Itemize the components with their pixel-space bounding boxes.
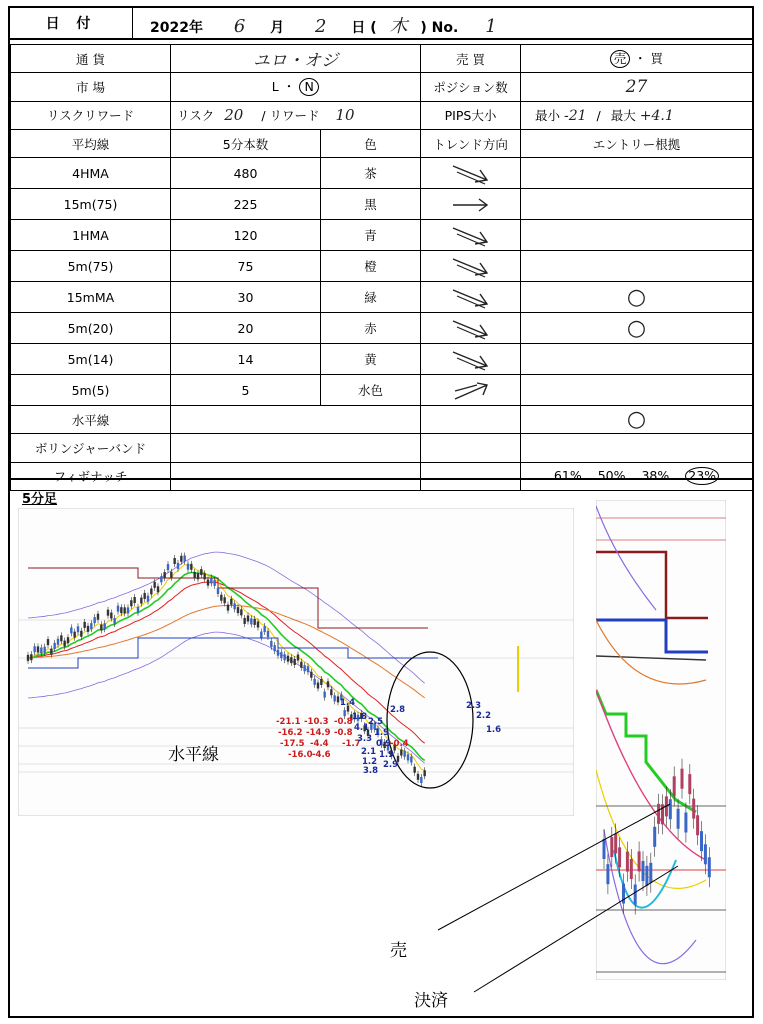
ma-trend — [421, 251, 521, 282]
candle-body — [190, 564, 192, 570]
candle-body — [233, 603, 235, 609]
bollinger-row — [11, 434, 753, 462]
candle-body — [160, 576, 162, 582]
candle-body — [127, 607, 129, 613]
candle-body — [90, 623, 92, 629]
candle-body — [213, 580, 215, 586]
zoom-candle-body — [704, 844, 707, 864]
sell-annotation: 売 — [390, 941, 407, 961]
candle-body — [93, 617, 95, 623]
fibo-levels — [521, 462, 753, 490]
zoom-candle-body — [673, 776, 676, 796]
day-value: 2 — [315, 16, 327, 37]
profit-label: 2.8 — [390, 705, 406, 715]
reward-label: / リワード — [261, 108, 320, 124]
candle-body — [140, 598, 142, 604]
pips-sep: / — [596, 108, 601, 124]
candle-body — [320, 679, 322, 685]
candle-body — [423, 770, 425, 776]
candle-body — [163, 572, 165, 578]
fibo-50: 50% — [597, 468, 626, 484]
ma-color: 赤 — [321, 313, 421, 344]
zoom-candle-body — [700, 831, 703, 851]
market-n: N — [299, 78, 319, 96]
bollinger-trend — [421, 434, 521, 462]
zoom-candle-body — [630, 859, 633, 879]
profit-label: 2.9 — [383, 760, 399, 770]
candle-body — [137, 607, 139, 613]
candle-body — [293, 659, 295, 665]
candle-body — [237, 607, 239, 613]
candle-body — [250, 618, 252, 624]
ma-header-entry: エントリー根拠 — [521, 129, 753, 157]
ma-rows — [11, 158, 753, 406]
loss-label: -1.7 — [342, 739, 361, 749]
risk-reward-value — [171, 101, 421, 129]
candle-body — [130, 600, 132, 606]
candle-body — [203, 573, 205, 579]
candle-body — [57, 639, 59, 645]
trend-arrow-icon — [447, 313, 495, 343]
candle-body — [253, 619, 255, 625]
ma-count: 5 — [171, 375, 321, 406]
pips-label: PIPS大小 — [421, 101, 521, 129]
loss-label: -10.3 — [304, 717, 329, 727]
ma-header-trend: トレンド方向 — [421, 129, 521, 157]
zoom-candle-body — [610, 837, 613, 857]
candle-body — [150, 588, 152, 594]
profit-label: 1.4 — [340, 698, 356, 708]
ma-trend — [421, 344, 521, 375]
bollinger-label: ボリンジャーバンド — [11, 434, 171, 462]
trend-arrow-icon — [447, 344, 495, 374]
profit-label: 4.1 — [354, 723, 370, 733]
trend-arrow-icon — [447, 375, 495, 405]
ma-row — [11, 158, 753, 189]
ma-header-label: 平均線 — [11, 129, 171, 157]
candle-body — [47, 639, 49, 645]
candle-body — [143, 593, 145, 599]
candle-body — [287, 656, 289, 662]
zoom-candle-body — [626, 852, 629, 872]
candle-body — [327, 681, 329, 687]
date-header — [10, 8, 752, 40]
ma-color: 茶 — [321, 158, 421, 189]
candle-body — [310, 672, 312, 678]
ma-color: 水色 — [321, 375, 421, 406]
candle-body — [187, 564, 189, 570]
max-label: 最大 — [610, 108, 636, 124]
candle-body — [420, 777, 422, 783]
ma-row — [11, 251, 753, 282]
ma-header-count: 5分本数 — [171, 129, 321, 157]
fibo-label: フィボナッチ — [11, 462, 171, 490]
candle-body — [257, 622, 259, 628]
horizontal-count — [171, 406, 421, 434]
zoom-candle-body — [634, 885, 637, 905]
currency-value: ユロ・オジ — [171, 45, 421, 73]
profit-label: 2.3 — [466, 701, 482, 711]
currency-row — [11, 45, 753, 73]
ma-count: 20 — [171, 313, 321, 344]
bollinger-count — [171, 434, 421, 462]
candle-body — [297, 655, 299, 661]
currency-label: 通 貨 — [11, 45, 171, 73]
candle-body — [403, 751, 405, 757]
month-value: 6 — [233, 16, 246, 37]
ma-name: 4HMA — [11, 158, 171, 189]
candle-body — [200, 569, 202, 575]
candle-body — [240, 609, 242, 615]
max-value: +4.1 — [639, 108, 674, 125]
trade-record-sheet — [8, 6, 754, 1018]
loss-label: -21.1 — [276, 717, 301, 727]
close-annotation: 決済 — [414, 991, 448, 1011]
ma-trend — [421, 313, 521, 344]
ma-name: 15m(75) — [11, 189, 171, 220]
candle-body — [263, 626, 265, 632]
ma-color: 緑 — [321, 282, 421, 313]
zoom-candle-body — [622, 884, 625, 904]
ma-name: 5m(14) — [11, 344, 171, 375]
ma-name: 5m(20) — [11, 313, 171, 344]
ma-entry — [521, 220, 753, 251]
ma-count: 14 — [171, 344, 321, 375]
horizontal-entry: ○ — [521, 406, 753, 434]
ma-entry — [521, 189, 753, 220]
fibo-23: 23% — [685, 467, 719, 485]
candle-body — [400, 750, 402, 756]
ma-row — [11, 282, 753, 313]
candle-body — [230, 599, 232, 605]
candle-body — [123, 607, 125, 613]
zoom-candle-body — [614, 834, 617, 854]
candle-body — [113, 618, 115, 624]
ma-color: 橙 — [321, 251, 421, 282]
ma-row — [11, 189, 753, 220]
ma-trend — [421, 189, 521, 220]
zoom-candle-body — [618, 847, 621, 867]
candle-body — [30, 654, 32, 660]
ma-header-color: 色 — [321, 129, 421, 157]
candle-body — [247, 616, 249, 622]
loss-label: -0.4 — [390, 739, 409, 749]
profit-label: 2.1 — [361, 747, 377, 757]
ma-entry — [521, 344, 753, 375]
number-label: ) No. — [420, 20, 459, 36]
candle-body — [180, 556, 182, 562]
candle-body — [110, 613, 112, 619]
candle-body — [223, 597, 225, 603]
fibo-count — [171, 462, 421, 490]
zoom-candle-body — [708, 857, 711, 877]
horizontal-trend — [421, 406, 521, 434]
candle-body — [413, 767, 415, 773]
candle-body — [100, 624, 102, 630]
horizontal-label: 水平線 — [11, 406, 171, 434]
candle-body — [33, 646, 35, 652]
candle-body — [267, 631, 269, 637]
market-value — [171, 73, 421, 101]
candle-body — [50, 649, 52, 655]
ma-color: 黄 — [321, 344, 421, 375]
zoom-candle-body — [603, 839, 606, 859]
candle-body — [43, 647, 45, 653]
ma-trend — [421, 158, 521, 189]
ma-row — [11, 375, 753, 406]
ma-count: 225 — [171, 189, 321, 220]
date-value — [150, 12, 497, 38]
candle-body — [333, 695, 335, 701]
ma-row — [11, 313, 753, 344]
zoom-candle-body — [657, 804, 660, 824]
loss-label: -0.8 — [334, 728, 353, 738]
zoom-candle-body — [696, 815, 699, 835]
market-row — [11, 73, 753, 101]
ma-row — [11, 344, 753, 375]
fibo-61: 61% — [553, 468, 582, 484]
profit-label: 2.2 — [476, 711, 492, 721]
sell-choice: 売 — [610, 50, 630, 68]
candle-body — [87, 626, 89, 632]
candle-body — [307, 666, 309, 672]
zoom-candle-body — [642, 861, 645, 881]
zoom-candle-body — [645, 866, 648, 886]
loss-label: -4.4 — [310, 739, 329, 749]
candle-body — [103, 623, 105, 629]
loss-label: -14.9 — [306, 728, 331, 738]
candle-body — [77, 626, 79, 632]
profit-label: 1.6 — [486, 725, 502, 735]
risk-label: リスク — [177, 108, 215, 124]
min-label: 最小 — [535, 108, 561, 124]
ma-header-row — [11, 129, 753, 157]
zoom-candle-body — [661, 804, 664, 824]
zoom-svg — [596, 500, 726, 980]
ma-name: 15mMA — [11, 282, 171, 313]
chart-background — [18, 508, 574, 816]
candle-body — [313, 679, 315, 685]
horizontal-line-label: 水平線 — [168, 745, 219, 765]
candle-body — [243, 618, 245, 624]
candle-body — [410, 756, 412, 762]
candle-body — [27, 655, 29, 661]
candle-body — [270, 641, 272, 647]
candle-body — [153, 582, 155, 588]
bollinger-entry — [521, 434, 753, 462]
chart-svg — [18, 508, 574, 816]
section-label: 5分足 — [22, 492, 58, 507]
profit-label: 1.2 — [362, 757, 378, 767]
candle-body — [323, 692, 325, 698]
side-value — [521, 45, 753, 73]
trend-arrow-icon — [447, 220, 495, 250]
ma-count: 480 — [171, 158, 321, 189]
candle-body — [60, 635, 62, 641]
zoom-candle-body — [653, 827, 656, 847]
zoom-candle-body — [684, 812, 687, 832]
risk-reward-label: リスクリワード — [11, 101, 171, 129]
five-minute-chart — [18, 508, 574, 816]
weekday-value: 木 — [389, 16, 408, 37]
section-divider — [10, 478, 752, 480]
ma-name: 5m(75) — [11, 251, 171, 282]
ma-entry: ○ — [521, 282, 753, 313]
risk-row — [11, 101, 753, 129]
side-label: 売 買 — [421, 45, 521, 73]
ma-count: 30 — [171, 282, 321, 313]
zoom-candle-body — [677, 809, 680, 829]
candle-body — [53, 643, 55, 649]
candle-body — [40, 648, 42, 654]
min-value: -21 — [564, 108, 587, 125]
candle-body — [260, 632, 262, 638]
candle-body — [63, 641, 65, 647]
month-unit: 月 — [270, 20, 285, 36]
candle-body — [147, 596, 149, 602]
ma-entry — [521, 158, 753, 189]
fibo-row — [11, 462, 753, 490]
ma-trend — [421, 220, 521, 251]
market-dot: ・ — [282, 79, 296, 95]
ma-trend — [421, 375, 521, 406]
ma-entry — [521, 375, 753, 406]
loss-label: -16.0 — [288, 750, 313, 760]
risk-value: 20 — [224, 106, 244, 125]
candle-body — [177, 563, 179, 569]
candle-body — [133, 597, 135, 603]
position-value: 27 — [521, 73, 753, 101]
loss-label: -4.6 — [312, 750, 331, 760]
zoom-candle-body — [669, 799, 672, 819]
candle-body — [290, 657, 292, 663]
candle-body — [80, 631, 82, 637]
candle-body — [120, 607, 122, 613]
candle-body — [317, 683, 319, 689]
pips-value — [521, 101, 753, 129]
ma-name: 1HMA — [11, 220, 171, 251]
market-label: 市 場 — [11, 73, 171, 101]
candle-body — [70, 627, 72, 633]
candle-body — [107, 610, 109, 616]
profit-label: 3.8 — [363, 766, 379, 776]
ma-entry — [521, 251, 753, 282]
loss-label: -17.5 — [280, 739, 305, 749]
candle-body — [197, 573, 199, 579]
fibo-38: 38% — [641, 468, 670, 484]
loss-label: -16.2 — [278, 728, 303, 738]
candle-body — [277, 650, 279, 656]
market-l: L — [271, 79, 279, 95]
candle-body — [303, 665, 305, 671]
zoom-candle-body — [688, 774, 691, 794]
position-label: ポジション数 — [421, 73, 521, 101]
zoom-candle-body — [681, 769, 684, 789]
candle-body — [273, 645, 275, 651]
profit-label: 2.5 — [368, 717, 384, 727]
profit-label: 1.9 — [379, 750, 395, 760]
candle-body — [343, 710, 345, 716]
candle-body — [37, 646, 39, 652]
candle-body — [217, 588, 219, 594]
zoom-candle-body — [638, 851, 641, 871]
candle-body — [210, 577, 212, 583]
date-label: 日 付 — [10, 8, 133, 38]
candle-body — [220, 595, 222, 601]
ma-count: 120 — [171, 220, 321, 251]
candle-body — [157, 586, 159, 592]
candle-body — [300, 662, 302, 668]
ma-trend — [421, 282, 521, 313]
candle-body — [73, 632, 75, 638]
profit-label: 1.8 — [352, 712, 368, 722]
zoom-candle-body — [606, 864, 609, 884]
candle-body — [83, 622, 85, 628]
candle-body — [330, 689, 332, 695]
candle-body — [67, 637, 69, 643]
loss-label: -0.8 — [334, 717, 353, 727]
candle-body — [173, 558, 175, 564]
day-unit: 日 ( — [351, 20, 377, 36]
zoom-candle-body — [649, 863, 652, 883]
year: 2022年 — [150, 20, 203, 36]
ma-row — [11, 220, 753, 251]
candle-body — [407, 754, 409, 760]
candle-body — [337, 696, 339, 702]
profit-label: 0.9 — [376, 739, 392, 749]
candle-body — [117, 606, 119, 612]
candle-body — [283, 654, 285, 660]
candle-body — [280, 652, 282, 658]
ma-entry: ○ — [521, 313, 753, 344]
candle-body — [417, 774, 419, 780]
number-value: 1 — [485, 16, 497, 37]
trend-arrow-icon — [447, 189, 495, 219]
candle-body — [97, 614, 99, 620]
candle-body — [183, 556, 185, 562]
trend-arrow-icon — [447, 158, 495, 188]
reward-value: 10 — [335, 106, 355, 125]
horizontal-row — [11, 406, 753, 434]
zoom-candle-body — [692, 799, 695, 819]
ma-color: 黒 — [321, 189, 421, 220]
profit-label: 1.9 — [374, 728, 390, 738]
candle-body — [170, 572, 172, 578]
ma-count: 75 — [171, 251, 321, 282]
candle-body — [227, 605, 229, 611]
candle-body — [207, 580, 209, 586]
ma-color: 青 — [321, 220, 421, 251]
trade-form-table — [10, 44, 753, 491]
trend-arrow-icon — [447, 251, 495, 281]
candle-body — [193, 572, 195, 578]
trend-arrow-icon — [447, 282, 495, 312]
profit-label: 3.3 — [357, 734, 373, 744]
fibo-trend — [421, 462, 521, 490]
zoom-candle-body — [665, 796, 668, 816]
ma-name: 5m(5) — [11, 375, 171, 406]
side-dot: ・ — [633, 51, 647, 67]
candle-body — [167, 564, 169, 570]
zoom-chart — [596, 500, 726, 980]
buy-choice: 買 — [650, 51, 663, 67]
